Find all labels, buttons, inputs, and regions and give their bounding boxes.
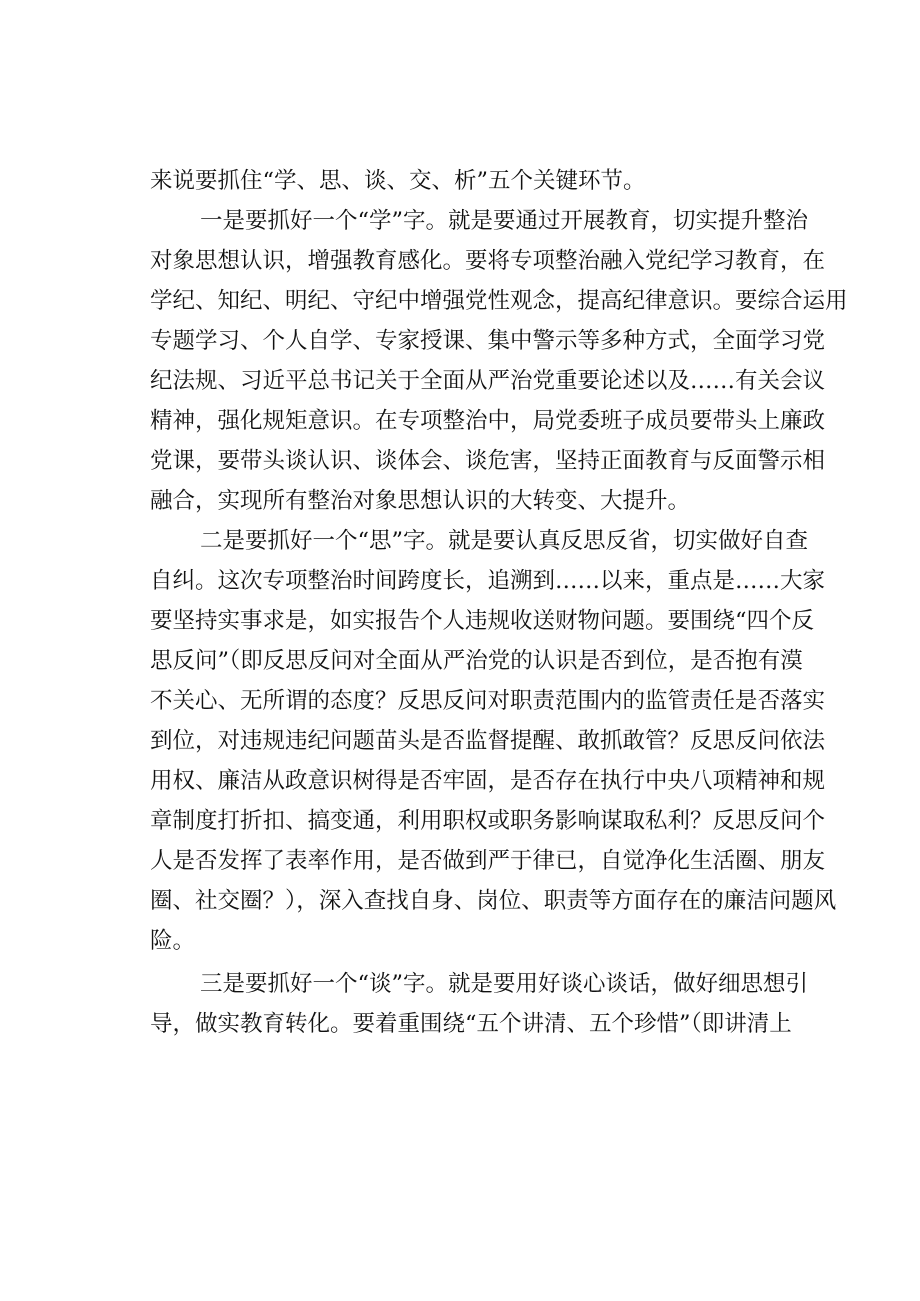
text-line: 到位，对违规违纪问题苗头是否监督提醒、敢抓敢管？反思反问依法 [150, 728, 826, 754]
text-line: 对象思想认识，增强教育感化。要将专项整治融入党纪学习教育，在 [150, 248, 826, 274]
text-line: 险。 [150, 928, 196, 954]
text-line: 学纪、知纪、明纪、守纪中增强党性观念，提高纪律意识。要综合运用 [150, 288, 848, 314]
text-line: 专题学习、个人自学、专家授课、集中警示等多种方式，全面学习党 [150, 328, 826, 354]
text-line: 导，做实教育转化。要着重围绕“五个讲清、五个珍惜”（即讲清上 [150, 1011, 792, 1037]
text-line: 章制度打折扣、搞变通，利用职权或职务影响谋取私利？反思反问个 [150, 808, 826, 834]
text-line: 不关心、无所谓的态度？反思反问对职责范围内的监管责任是否落实 [150, 688, 826, 714]
text-line: 来说要抓住“学、思、谈、交、析”五个关键环节。 [150, 168, 646, 194]
text-line: 党课，要带头谈认识、谈体会、谈危害，坚持正面教育与反面警示相 [150, 448, 826, 474]
text-line: 思反问”（即反思反问对全面从严治党的认识是否到位，是否抱有漠 [150, 648, 803, 674]
text-line: 要坚持实事求是，如实报告个人违规收送财物问题。要围绕“四个反 [150, 608, 815, 634]
paragraph-3-line-1: 三是要抓好一个“谈”字。就是要用好谈心谈话，做好细思想引 [200, 971, 809, 997]
paragraph-1-line-1: 一是要抓好一个“学”字。就是要通过开展教育，切实提升整治 [200, 208, 809, 234]
paragraph-2-line-1: 二是要抓好一个“思”字。就是要认真反思反省，切实做好自查 [200, 528, 809, 554]
text-line: 纪法规、习近平总书记关于全面从严治党重要论述以及……有关会议 [150, 368, 826, 394]
text-line: 人是否发挥了表率作用，是否做到严于律已，自觉净化生活圈、朋友 [150, 848, 826, 874]
text-line: 自纠。这次专项整治时间跨度长，追溯到……以来，重点是……大家 [150, 568, 826, 594]
text-line: 精神，强化规矩意识。在专项整治中，局党委班子成员要带头上廉政 [150, 408, 826, 434]
text-line: 用权、廉洁从政意识树得是否牢固，是否存在执行中央八项精神和规 [150, 768, 826, 794]
text-line: 融合，实现所有整治对象思想认识的大转变、大提升。 [150, 488, 691, 514]
text-line: 圈、社交圈？），深入查找自身、岗位、职责等方面存在的廉洁问题风 [150, 888, 837, 914]
